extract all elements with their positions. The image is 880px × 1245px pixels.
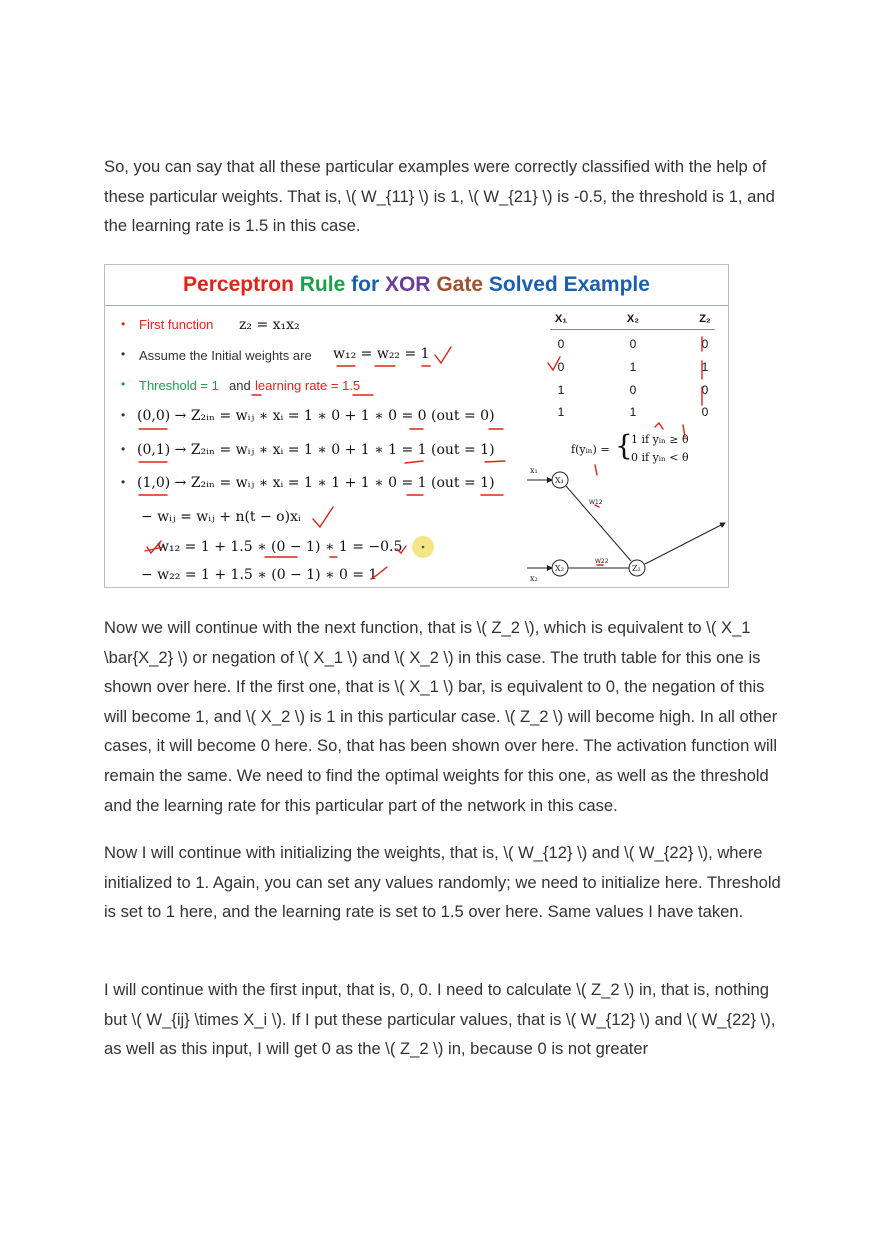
- underline: [139, 461, 505, 463]
- activation-case-1: 1 if yᵢₙ ≥ θ: [631, 433, 689, 446]
- bullet-dot: •: [121, 475, 126, 489]
- table-cell: 0: [557, 337, 565, 351]
- table-cell: 0: [701, 337, 709, 351]
- bullet-dot: •: [121, 377, 126, 391]
- assume-text: Assume the Initial weights are: [139, 348, 312, 363]
- table-cell: 0: [701, 405, 709, 419]
- weight-w12-label: W12: [589, 499, 603, 506]
- assume-formula: w₁₂ = w₂₂ = 1: [333, 346, 430, 362]
- check-mark: [435, 347, 451, 363]
- threshold-text: Threshold = 1: [139, 378, 219, 393]
- first-function-formula: z₂ = x₁x₂: [239, 317, 300, 333]
- paragraph-3: Now I will continue with initializing the weights, that is, \( W_{12} \) and \( W_{22} \), where initialized to 1. Again, you can set any values randomly; we need to initialize here. Threshold is set to 1 here, and the learning rate is set to 1.5 over here. Same values I have taken.: [104, 843, 781, 922]
- check-mark: [313, 507, 333, 527]
- title-word-example: Example: [563, 273, 650, 296]
- table-cell: 1: [629, 405, 637, 419]
- check-mark: [145, 541, 163, 553]
- learning-rate-text: learning rate = 1.5: [255, 378, 361, 393]
- node-x2-label: X₂: [555, 564, 564, 573]
- title-word-for: for: [351, 273, 380, 296]
- title-word-solved: Solved: [488, 273, 558, 296]
- cursor-dot: [422, 546, 425, 549]
- bullet-dot: •: [121, 408, 126, 422]
- paragraph-4: I will continue with the first input, that is, 0, 0. I need to calculate \( Z_2 \) in, that is, nothing but \( W_{ij} \times X_i \). If I put these particular values, that is \( W_{12} \) and \( W_{22} \), as well as this input, I will get 0 as the \( Z_2 \) in, because 0 is not greater: [104, 980, 776, 1059]
- check-mark: [548, 357, 560, 370]
- calc-line-1: (0,0) → Z₂ᵢₙ = wᵢⱼ ∗ xᵢ = 1 ∗ 0 + 1 ∗ 0 = 0 (out = 0): [137, 408, 495, 424]
- table-header-z2: Z₂: [699, 313, 711, 325]
- update-w12: w₁₂ = 1 + 1.5 ∗ (0 − 1) ∗ 1 = −0.5: [157, 539, 403, 555]
- annotation-mark: [655, 423, 685, 437]
- check-mark: [371, 567, 387, 579]
- activation-brace: {: [615, 429, 633, 462]
- label-x1: x₁: [530, 466, 538, 475]
- slide-figure: [104, 264, 729, 588]
- check-mark: [397, 546, 406, 553]
- title-word-gate: Gate: [436, 273, 484, 296]
- calc-line-3: (1,0) → Z₂ᵢₙ = wᵢⱼ ∗ xᵢ = 1 ∗ 1 + 1 ∗ 0 = 1 (out = 1): [137, 475, 495, 491]
- first-function-label: First function: [139, 317, 214, 332]
- table-cell: 0: [557, 360, 565, 374]
- node-z2-label: Z₂: [632, 564, 641, 573]
- weight-w22-label: W22: [595, 558, 609, 565]
- paragraph-1: So, you can say that all these particular examples were correctly classified with the help of these particular weights. That is, \( W_{11} \) is 1, \( W_{21} \) is -0.5, the threshold is 1, and the learning rate is 1.5 in this case.: [104, 157, 775, 236]
- table-cell: 1: [629, 360, 637, 374]
- table-cell: 0: [629, 383, 637, 397]
- bullet-dot: •: [121, 317, 126, 331]
- label-x2: x₂: [530, 574, 538, 583]
- table-cell: 1: [557, 405, 565, 419]
- paragraph-2: Now we will continue with the next function, that is \( Z_2 \), which is equivalent to \( X_1 \bar{X_2} \) or negation of \( X_1 \) and \( X_2 \) in this case. The truth table for this one is shown over here. If the first one, that is \( X_1 \) bar, is equivalent to 0, the negation of this will become 1, and \( X_2 \) is 1 in this particular case. \( Z_2 \) will become high. In all other cases, it will become 0 here. So, that has been shown over here. The activation function will remain the same. We need to find the optimal weights for this one, as well as the threshold and the learning rate for this particular part of the network in this case.: [104, 618, 778, 815]
- table-header-x1: X₁: [555, 313, 567, 325]
- activation-case-2: 0 if yᵢₙ < θ: [631, 451, 689, 464]
- table-header-x2: X₂: [626, 313, 640, 325]
- title-word-perceptron: Perceptron: [183, 273, 294, 296]
- calc-line-2: (0,1) → Z₂ᵢₙ = wᵢⱼ ∗ xᵢ = 1 ∗ 0 + 1 ∗ 1 = 1 (out = 1): [137, 442, 495, 458]
- update-w22: − w₂₂ = 1 + 1.5 ∗ (0 − 1) ∗ 0 = 1: [141, 567, 378, 583]
- node-x1-label: X₁: [555, 476, 564, 485]
- bullet-dot: •: [121, 347, 126, 361]
- handwritten-annotations: [105, 265, 728, 587]
- bullet-dot: •: [121, 442, 126, 456]
- table-cell: 0: [629, 337, 637, 351]
- title-word-xor: XOR: [384, 273, 431, 296]
- title-word-rule: Rule: [299, 273, 346, 296]
- and-text: and: [229, 378, 251, 393]
- underline: [595, 465, 603, 565]
- table-cell: 1: [701, 360, 709, 374]
- table-cell: 0: [701, 383, 709, 397]
- activation-lhs: f(yᵢₙ) =: [571, 443, 610, 456]
- table-cell: 1: [557, 383, 565, 397]
- update-rule: − wᵢⱼ = wᵢⱼ + n(t − o)xᵢ: [141, 509, 301, 525]
